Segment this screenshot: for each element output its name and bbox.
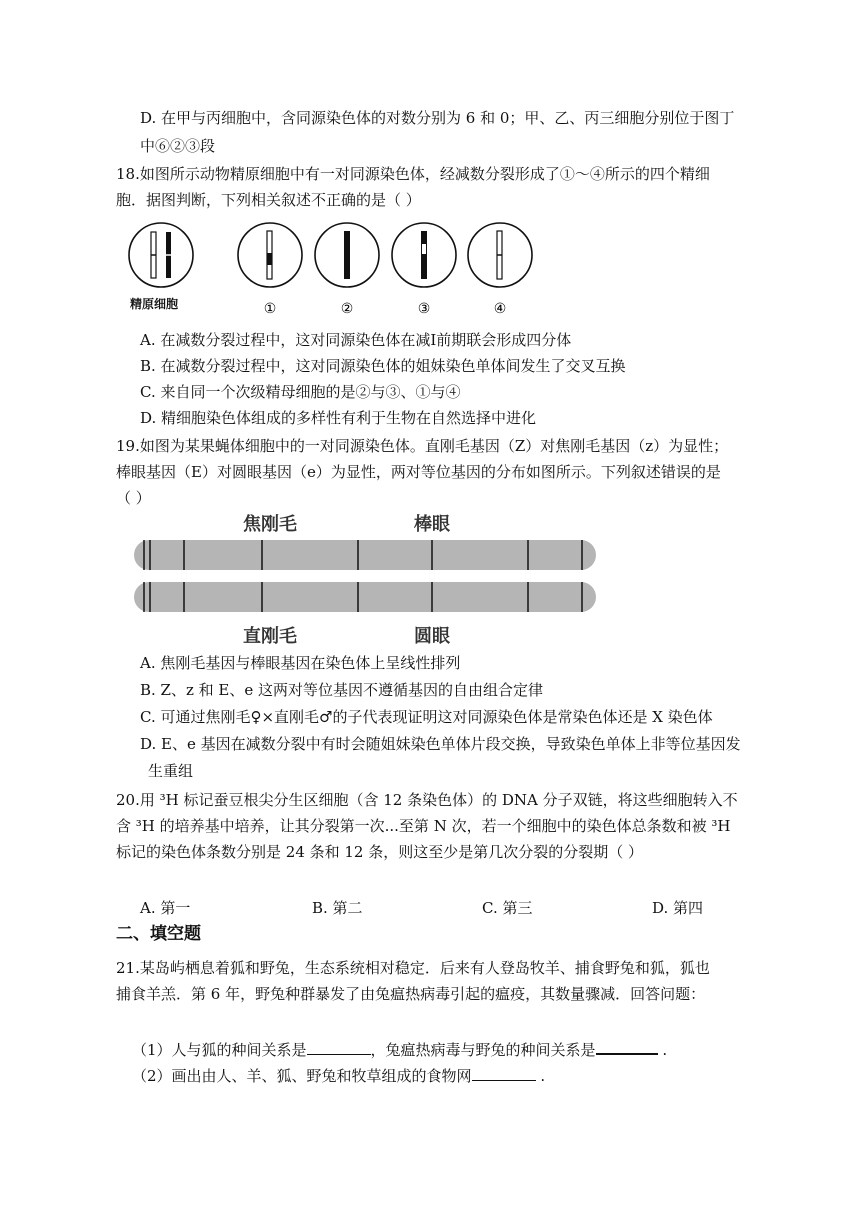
q17-option-d-line1: D. 在甲与丙细胞中，含同源染色体的对数分别为 6 和 0；甲、乙、丙三细胞分别位于图丁 [140, 109, 735, 127]
q21-part1-text-b: ，兔瘟热病毒与野兔的种间关系是 [370, 1041, 596, 1059]
q20-option-b: B. 第二 [312, 899, 363, 917]
chromosome-top [134, 540, 596, 570]
q18-figure [128, 220, 548, 320]
sperm-cell-1-label: ① [263, 301, 277, 317]
label-straight-bristle: 直刚毛 [243, 626, 297, 647]
q19-option-d-line1: D. E、e 基因在减数分裂中有时会随姐妹染色单体片段交换，导致染色单体上非等位基因发 [140, 735, 741, 753]
q19-option-d-line2: 生重组 [148, 762, 194, 780]
q18-option-d: D. 精细胞染色体组成的多样性有利于生物在自然选择中进化 [140, 409, 537, 427]
q21-part1-text-a: （1）人与狐的种间关系是 [132, 1041, 307, 1059]
q18-option-b: B. 在减数分裂过程中，这对同源染色体的姐妹染色单体间发生了交叉互换 [140, 357, 626, 375]
q19-option-b: B. Z、z 和 E、e 这两对等位基因不遵循基因的自由组合定律 [140, 681, 544, 699]
label-bar-eye: 棒眼 [414, 514, 450, 535]
spermatogonium-label: 精原细胞 [130, 297, 179, 311]
q20-option-a: A. 第一 [140, 899, 191, 917]
sperm-cell-3-label: ③ [417, 301, 431, 317]
q21-part2-text-b: . [535, 1067, 546, 1085]
label-round-eye: 圆眼 [414, 626, 450, 647]
q18-stem-line1: 18.如图所示动物精原细胞中有一对同源染色体，经减数分裂形成了①～④所示的四个精细 [116, 165, 710, 183]
spermatogonium-cell [129, 223, 193, 287]
q21-stem-line2: 捕食羊羔．第 6 年，野兔种群暴发了由兔瘟热病毒引起的瘟疫，其数量骤减．回答问题： [116, 985, 706, 1003]
q20-stem-line2: 含 ³H 的培养基中培养，让其分裂第一次...至第 N 次，若一个细胞中的染色体总条数和被 ³H [116, 817, 731, 835]
section-heading-fill-in: 二、填空题 [116, 924, 201, 944]
q21-part2 [132, 1066, 545, 1086]
q21-stem-line1: 21.某岛屿栖息着狐和野兔，生态系统相对稳定．后来有人登岛牧羊、捕食野兔和狐，狐也 [116, 959, 710, 977]
q19-chromosome-figure [132, 512, 598, 652]
q17-option-d-line2: 中⑥②③段 [140, 137, 216, 155]
q21-blank-3[interactable] [472, 1080, 536, 1081]
q21-part1 [132, 1040, 667, 1060]
sperm-cell-2-label: ② [340, 301, 354, 317]
q20-option-d: D. 第四 [652, 899, 704, 917]
q19-stem-line2: 棒眼基因（E）对圆眼基因（e）为显性，两对等位基因的分布如图所示。下列叙述错误的是 [116, 463, 721, 481]
sperm-cell-4-label: ④ [493, 301, 507, 317]
sperm-cell-3 [392, 223, 456, 287]
q19-stem-line1: 19.如图为某果蝇体细胞中的一对同源染色体。直刚毛基因（Z）对焦刚毛基因（z）为显性； [116, 437, 729, 455]
q19-stem-line3: （ ） [116, 489, 151, 507]
q21-part1-text-c: . [657, 1041, 668, 1059]
q21-part2-text-a: （2）画出由人、羊、狐、野兔和牧草组成的食物网 [132, 1067, 472, 1085]
q20-stem-line3: 标记的染色体条数分别是 24 条和 12 条，则这至少是第几次分裂的分裂期（ ） [116, 843, 644, 861]
q20-option-c: C. 第三 [482, 899, 533, 917]
sperm-cell-4 [468, 223, 532, 287]
q18-stem-line2: 胞．据图判断，下列相关叙述不正确的是（ ） [116, 191, 421, 209]
q20-stem-line1: 20.用 ³H 标记蚕豆根尖分生区细胞（含 12 条染色体）的 DNA 分子双链，将这些细胞转入不 [116, 791, 738, 809]
q18-option-c: C. 来自同一个次级精母细胞的是②与③、①与④ [140, 383, 461, 401]
sperm-cell-1 [238, 223, 302, 287]
q19-option-c: C. 可通过焦刚毛♀×直刚毛♂的子代表现证明这对同源染色体是常染色体还是 X 染色体 [140, 708, 713, 726]
q18-option-a: A. 在减数分裂过程中，这对同源染色体在减Ⅰ前期联会形成四分体 [140, 331, 572, 349]
q21-blank-1[interactable] [307, 1054, 371, 1055]
q21-blank-2[interactable] [596, 1053, 658, 1055]
q19-option-a: A. 焦刚毛基因与棒眼基因在染色体上呈线性排列 [140, 654, 461, 672]
chromosome-bottom [134, 582, 596, 612]
sperm-cell-2 [315, 223, 379, 287]
label-scorched-bristle: 焦刚毛 [243, 514, 297, 535]
